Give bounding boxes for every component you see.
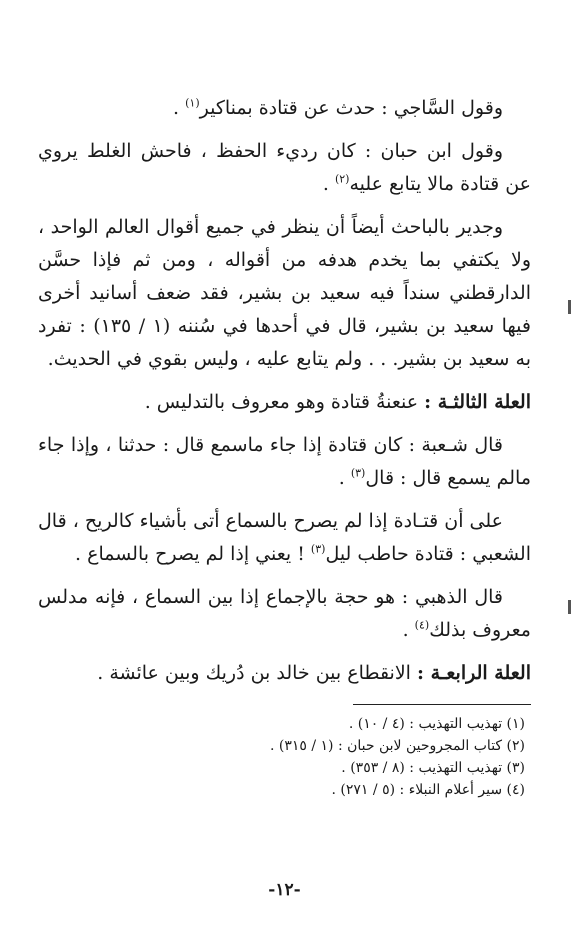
paragraph-6-text: على أن قتـادة إذا لم يصرح بالسماع أتى بأشياء كالريح ، قال الشعبي : قتادة حاطب ليل xyxy=(38,510,531,565)
footnote-ref-2[interactable]: (٢) xyxy=(334,172,350,186)
section-heading-third-text: عنعنةُ قتادة وهو معروف بالتدليس . xyxy=(144,391,425,413)
page-body xyxy=(38,92,531,947)
paragraph-2 xyxy=(38,135,531,201)
paragraph-1-text: وقول السَّاجي : حدث عن قتادة بمناكير xyxy=(199,97,503,119)
paragraph-2-tail: . xyxy=(322,173,335,195)
footnote-item: (٢) كتاب المجروحين لابن حبان : (١ / ٣١٥) . xyxy=(269,738,525,754)
footnote-item: (١) تهذيب التهذيب : (٤ / ١٠) . xyxy=(348,716,525,732)
section-heading-fourth xyxy=(38,657,531,690)
page-number: -١٢- xyxy=(268,880,301,900)
section-heading-fourth-text: الانقطاع بين خالد بن دُريك وبين عائشة . xyxy=(97,662,417,684)
paragraph-5 xyxy=(38,429,531,495)
section-heading-third xyxy=(38,386,531,419)
paragraph-2-text: وقول ابن حبان : كان رديء الحفظ ، فاحش الغلط يروي عن قتادة مالا يتابع عليه xyxy=(38,140,531,195)
section-heading-third-label: العلة الثالثـة : xyxy=(424,391,531,413)
footnote-ref-4[interactable]: (٤) xyxy=(414,618,430,632)
paragraph-1 xyxy=(38,92,531,125)
paragraph-6-tail: ! يعني إذا لم يصرح بالسماع . xyxy=(75,543,311,565)
paragraph-7-tail: . xyxy=(402,619,415,641)
paragraph-6 xyxy=(38,505,531,571)
paragraph-7 xyxy=(38,581,531,647)
paragraph-5-tail: . xyxy=(338,467,351,489)
scan-edge-mark xyxy=(568,600,571,614)
footnotes xyxy=(38,713,531,801)
footnote-divider xyxy=(353,704,531,705)
paragraph-1-tail: . xyxy=(173,97,186,119)
paragraph-3-text: وجدير بالباحث أيضاً أن ينظر في جميع أقوال العالم الواحد ، ولا يكتفي بما يخدم هدفه من أقواله ، ومن ثم فإذا حسَّن الدارقطني سنداً فيه سعيد بن بشير، فقد ضعف أسانيد أخرى فيها سعيد بن بشير، قال في أحدها في سُننه (١ / ١٣٥) : تفرد به سعيد بن بشير. . . ولم يتابع عليه ، وليس بقوي في الحديث. xyxy=(38,216,531,370)
paragraph-3 xyxy=(38,211,531,376)
footnote-ref-1[interactable]: (١) xyxy=(185,96,200,110)
section-heading-fourth-label: العلة الرابعـة : xyxy=(417,662,531,684)
footnote-item: (٤) سير أعلام النبلاء : (٥ / ٢٧١) . xyxy=(331,782,525,798)
scan-edge-mark xyxy=(568,300,571,314)
footnote-ref-3[interactable]: (٣) xyxy=(350,466,366,480)
footnote-item: (٣) تهذيب التهذيب : (٨ / ٣٥٣) . xyxy=(341,760,525,776)
footnote-ref-3b[interactable]: (٣) xyxy=(310,542,326,556)
paragraph-5-text: قال شـعبة : كان قتادة إذا جاء ماسمع قال : حدثنا ، وإذا جاء مالم يسمع قال : قال xyxy=(38,434,531,489)
paragraph-7-text: قال الذهبي : هو حجة بالإجماع إذا بين السماع ، فإنه مدلس معروف بذلك xyxy=(38,586,531,641)
